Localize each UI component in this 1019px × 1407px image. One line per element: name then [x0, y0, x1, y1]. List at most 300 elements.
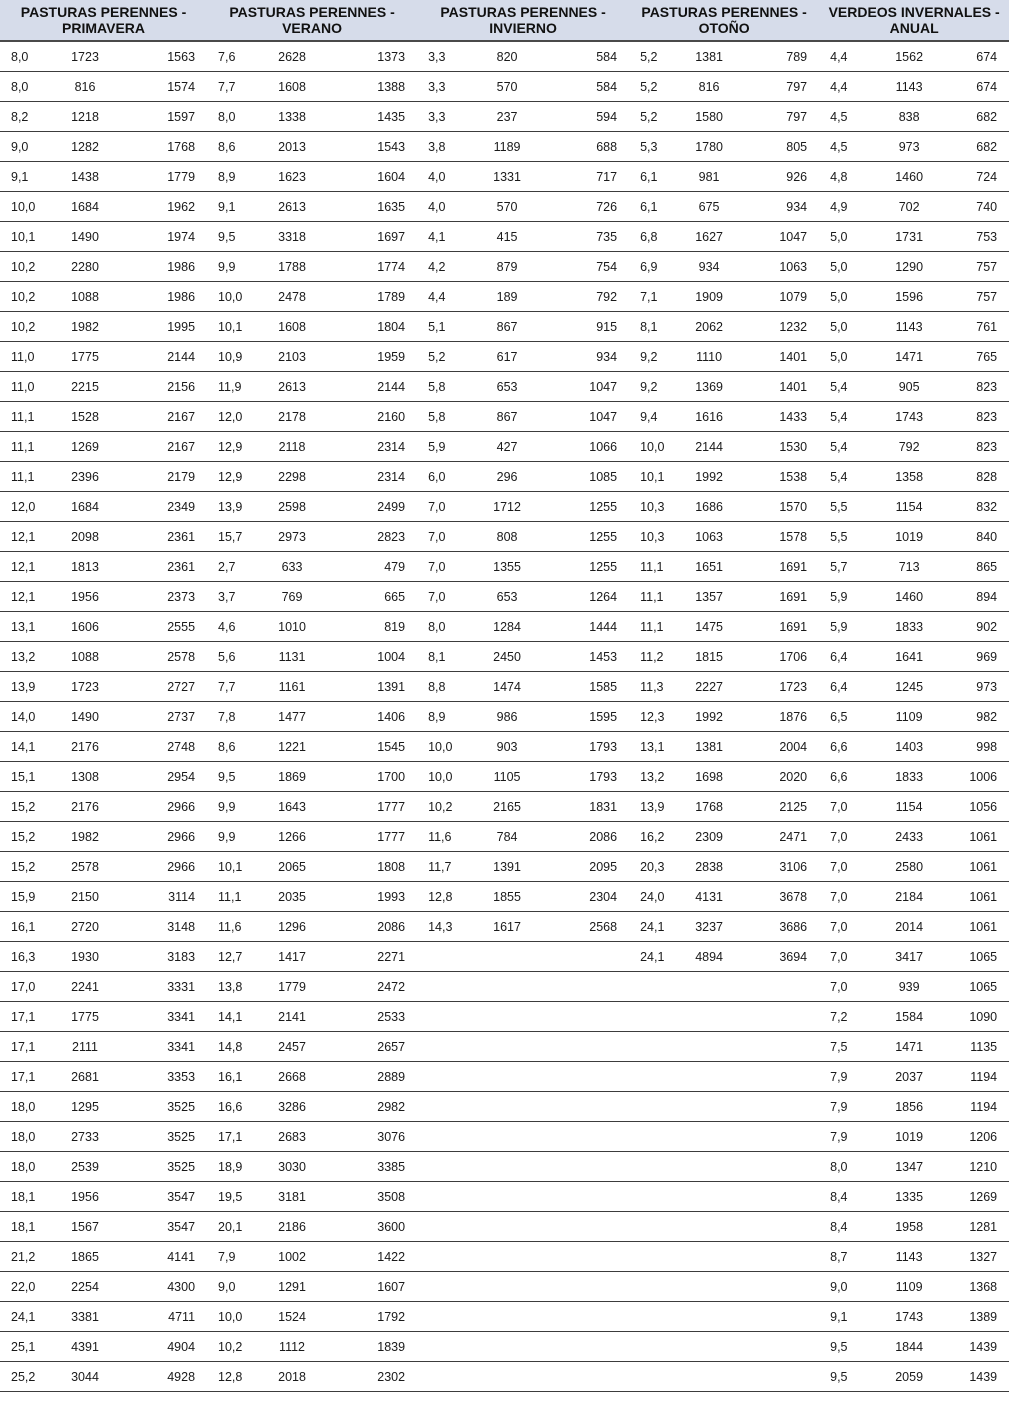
table-cell	[417, 1362, 467, 1392]
table-cell: 2954	[120, 762, 207, 792]
table-cell: 1698	[669, 762, 749, 792]
table-cell	[749, 972, 819, 1002]
table-cell	[417, 942, 467, 972]
table-cell: 1641	[869, 642, 949, 672]
table-cell: 2144	[337, 372, 417, 402]
table-cell: 11,1	[0, 462, 50, 492]
table-cell: 653	[467, 582, 547, 612]
table-cell: 1563	[120, 41, 207, 72]
table-cell: 1982	[50, 822, 120, 852]
table-cell: 3341	[120, 1032, 207, 1062]
table-cell: 13,2	[0, 642, 50, 672]
table-cell	[467, 942, 547, 972]
table-cell: 1290	[869, 252, 949, 282]
table-cell: 7,9	[819, 1122, 869, 1152]
table-cell	[629, 1032, 669, 1062]
table-cell: 1608	[247, 312, 337, 342]
table-cell: 5,9	[819, 612, 869, 642]
table-cell	[629, 1122, 669, 1152]
table-cell: 7,9	[207, 1242, 247, 1272]
table-cell: 1066	[547, 432, 629, 462]
table-cell: 838	[869, 102, 949, 132]
table-cell: 12,1	[0, 582, 50, 612]
table-cell	[669, 972, 749, 1002]
table-cell: 735	[547, 222, 629, 252]
table-cell: 3547	[120, 1182, 207, 1212]
table-cell: 1855	[467, 882, 547, 912]
header-line: VERDEOS INVERNALES -	[828, 4, 1000, 20]
table-cell: 1002	[247, 1242, 337, 1272]
table-cell: 9,5	[207, 762, 247, 792]
table-cell: 7,0	[819, 822, 869, 852]
table-cell: 8,1	[417, 642, 467, 672]
table-cell: 2004	[749, 732, 819, 762]
table-cell: 9,9	[207, 792, 247, 822]
table-cell: 805	[749, 132, 819, 162]
table-cell: 2823	[337, 522, 417, 552]
table-cell: 2098	[50, 522, 120, 552]
table-cell: 1210	[949, 1152, 1009, 1182]
table-cell: 1296	[247, 912, 337, 942]
table-cell: 18,1	[0, 1182, 50, 1212]
table-cell: 832	[949, 492, 1009, 522]
table-cell	[749, 1062, 819, 1092]
table-cell: 2472	[337, 972, 417, 1002]
table-row	[0, 1212, 1009, 1242]
table-cell: 1712	[467, 492, 547, 522]
table-row	[0, 1002, 1009, 1032]
table-cell	[547, 1362, 629, 1392]
table-cell: 11,1	[629, 612, 669, 642]
table-cell: 1956	[50, 1182, 120, 1212]
table-cell: 21,2	[0, 1242, 50, 1272]
table-cell: 1723	[749, 672, 819, 702]
header-line: INVIERNO	[489, 20, 557, 36]
table-cell: 7,0	[417, 522, 467, 552]
table-cell: 1065	[949, 972, 1009, 1002]
table-cell: 754	[547, 252, 629, 282]
table-cell: 9,0	[0, 132, 50, 162]
table-cell: 1255	[547, 522, 629, 552]
table-cell: 2215	[50, 372, 120, 402]
table-cell: 1335	[869, 1182, 949, 1212]
table-cell: 1992	[669, 702, 749, 732]
table-cell: 13,9	[629, 792, 669, 822]
table-cell: 653	[467, 372, 547, 402]
table-cell: 9,4	[629, 402, 669, 432]
table-cell: 2035	[247, 882, 337, 912]
table-cell: 1530	[749, 432, 819, 462]
table-cell: 1595	[547, 702, 629, 732]
table-cell: 570	[467, 192, 547, 222]
table-row	[0, 702, 1009, 732]
table-cell: 4,4	[819, 41, 869, 72]
table-cell: 867	[467, 402, 547, 432]
table-row	[0, 312, 1009, 342]
table-cell: 1691	[749, 582, 819, 612]
table-row	[0, 162, 1009, 192]
table-cell: 753	[949, 222, 1009, 252]
table-cell: 1856	[869, 1092, 949, 1122]
table-cell: 7,0	[819, 912, 869, 942]
table-cell: 11,2	[629, 642, 669, 672]
table-cell	[417, 972, 467, 1002]
table-cell	[669, 1272, 749, 1302]
table-cell: 1439	[949, 1332, 1009, 1362]
table-body	[0, 41, 1009, 1392]
table-cell	[629, 1362, 669, 1392]
table-cell	[749, 1182, 819, 1212]
table-cell: 6,6	[819, 732, 869, 762]
table-cell: 1477	[247, 702, 337, 732]
table-cell: 1143	[869, 72, 949, 102]
table-cell: 3508	[337, 1182, 417, 1212]
table-row	[0, 522, 1009, 552]
table-cell	[467, 1152, 547, 1182]
table-cell: 1295	[50, 1092, 120, 1122]
table-row	[0, 912, 1009, 942]
table-cell: 584	[547, 41, 629, 72]
table-cell	[417, 1152, 467, 1182]
table-cell: 1684	[50, 492, 120, 522]
table-cell: 823	[949, 432, 1009, 462]
table-cell: 1406	[337, 702, 417, 732]
table-cell: 17,1	[0, 1062, 50, 1092]
table-cell: 2086	[337, 912, 417, 942]
table-cell: 1804	[337, 312, 417, 342]
table-cell: 1357	[669, 582, 749, 612]
table-cell: 10,2	[207, 1332, 247, 1362]
table-cell: 2966	[120, 792, 207, 822]
table-cell: 1245	[869, 672, 949, 702]
table-cell: 675	[669, 192, 749, 222]
table-cell: 682	[949, 102, 1009, 132]
table-cell	[629, 1272, 669, 1302]
table-cell: 6,1	[629, 192, 669, 222]
table-cell: 1844	[869, 1332, 949, 1362]
table-cell: 7,0	[417, 552, 467, 582]
table-cell: 2304	[547, 882, 629, 912]
table-cell: 5,4	[819, 432, 869, 462]
table-cell: 2668	[247, 1062, 337, 1092]
header-verdeos-anual	[819, 0, 1009, 41]
table-cell: 13,2	[629, 762, 669, 792]
table-cell	[749, 1092, 819, 1122]
table-cell: 1088	[50, 642, 120, 672]
table-cell: 11,9	[207, 372, 247, 402]
table-cell: 1543	[337, 132, 417, 162]
table-cell: 1232	[749, 312, 819, 342]
table-cell: 2059	[869, 1362, 949, 1392]
table-cell: 10,0	[207, 282, 247, 312]
table-cell: 1930	[50, 942, 120, 972]
table-cell	[629, 1062, 669, 1092]
table-cell	[629, 1182, 669, 1212]
table-cell: 4131	[669, 882, 749, 912]
table-cell: 765	[949, 342, 1009, 372]
table-cell: 16,6	[207, 1092, 247, 1122]
table-cell: 15,2	[0, 852, 50, 882]
table-cell: 4391	[50, 1332, 120, 1362]
table-cell: 14,8	[207, 1032, 247, 1062]
table-cell: 1019	[869, 1122, 949, 1152]
table-cell: 11,1	[0, 402, 50, 432]
table-cell: 12,8	[207, 1362, 247, 1392]
table-cell: 2086	[547, 822, 629, 852]
table-cell: 1793	[547, 762, 629, 792]
table-cell: 7,9	[819, 1092, 869, 1122]
table-cell: 6,1	[629, 162, 669, 192]
table-cell: 1686	[669, 492, 749, 522]
table-cell: 840	[949, 522, 1009, 552]
table-cell: 1567	[50, 1212, 120, 1242]
table-row	[0, 882, 1009, 912]
table-cell: 1585	[547, 672, 629, 702]
table-cell: 797	[749, 102, 819, 132]
table-cell: 10,0	[417, 732, 467, 762]
table-cell	[417, 1332, 467, 1362]
table-row	[0, 1332, 1009, 1362]
table-cell: 1962	[120, 192, 207, 222]
table-cell: 2280	[50, 252, 120, 282]
table-cell: 9,5	[207, 222, 247, 252]
table-cell: 1112	[247, 1332, 337, 1362]
table-cell: 7,8	[207, 702, 247, 732]
table-cell: 1284	[467, 612, 547, 642]
table-cell: 926	[749, 162, 819, 192]
table-cell: 1056	[949, 792, 1009, 822]
table-cell	[629, 972, 669, 1002]
table-cell: 7,0	[819, 882, 869, 912]
table-cell: 998	[949, 732, 1009, 762]
table-cell: 1347	[869, 1152, 949, 1182]
table-cell: 1135	[949, 1032, 1009, 1062]
table-cell: 6,4	[819, 672, 869, 702]
table-cell	[629, 1152, 669, 1182]
table-cell: 9,9	[207, 822, 247, 852]
table-cell: 3,3	[417, 41, 467, 72]
table-cell: 1079	[749, 282, 819, 312]
table-cell: 5,3	[629, 132, 669, 162]
table-cell	[467, 1062, 547, 1092]
table-cell: 2598	[247, 492, 337, 522]
table-cell: 1777	[337, 792, 417, 822]
table-cell: 3341	[120, 1002, 207, 1032]
table-cell	[417, 1242, 467, 1272]
table-cell: 11,7	[417, 852, 467, 882]
table-cell: 20,3	[629, 852, 669, 882]
table-cell: 1743	[869, 402, 949, 432]
header-line: ANUAL	[889, 20, 939, 36]
table-cell: 1779	[120, 162, 207, 192]
table-cell: 3547	[120, 1212, 207, 1242]
table-cell: 1775	[50, 1002, 120, 1032]
table-cell: 1596	[869, 282, 949, 312]
table-cell: 1833	[869, 762, 949, 792]
table-cell: 1635	[337, 192, 417, 222]
table-cell: 1743	[869, 1302, 949, 1332]
table-cell: 16,2	[629, 822, 669, 852]
table-cell: 1388	[337, 72, 417, 102]
table-cell: 5,0	[819, 312, 869, 342]
table-cell: 2176	[50, 792, 120, 822]
table-cell: 5,1	[417, 312, 467, 342]
table-cell: 3237	[669, 912, 749, 942]
table-cell: 1774	[337, 252, 417, 282]
table-cell: 9,5	[819, 1332, 869, 1362]
table-cell: 674	[949, 72, 1009, 102]
table-cell	[749, 1302, 819, 1332]
table-cell: 25,1	[0, 1332, 50, 1362]
table-row	[0, 1122, 1009, 1152]
table-cell: 5,4	[819, 462, 869, 492]
table-cell: 4,5	[819, 132, 869, 162]
table-cell: 4711	[120, 1302, 207, 1332]
table-cell: 5,8	[417, 402, 467, 432]
table-cell: 11,3	[629, 672, 669, 702]
table-cell: 9,9	[207, 252, 247, 282]
table-cell: 5,2	[629, 41, 669, 72]
table-cell: 2095	[547, 852, 629, 882]
table-cell: 1433	[749, 402, 819, 432]
table-cell: 819	[337, 612, 417, 642]
table-cell: 2111	[50, 1032, 120, 1062]
table-cell: 1453	[547, 642, 629, 672]
table-cell: 12,1	[0, 552, 50, 582]
table-cell: 2309	[669, 822, 749, 852]
table-cell: 10,3	[629, 492, 669, 522]
table-cell: 9,1	[819, 1302, 869, 1332]
table-cell: 1580	[669, 102, 749, 132]
table-cell: 820	[467, 41, 547, 72]
table-cell: 7,5	[819, 1032, 869, 1062]
table-cell: 1833	[869, 612, 949, 642]
table-cell: 11,1	[207, 882, 247, 912]
table-cell: 4928	[120, 1362, 207, 1392]
table-row	[0, 792, 1009, 822]
table-cell: 3286	[247, 1092, 337, 1122]
table-cell: 3385	[337, 1152, 417, 1182]
table-cell: 1768	[120, 132, 207, 162]
table-cell: 1143	[869, 1242, 949, 1272]
table-cell: 2144	[669, 432, 749, 462]
table-cell	[467, 1182, 547, 1212]
table-cell: 20,1	[207, 1212, 247, 1242]
table-cell: 3417	[869, 942, 949, 972]
table-cell: 2227	[669, 672, 749, 702]
table-cell: 4,6	[207, 612, 247, 642]
table-cell: 1438	[50, 162, 120, 192]
table-cell: 1471	[869, 342, 949, 372]
table-cell: 2966	[120, 822, 207, 852]
table-cell: 2737	[120, 702, 207, 732]
table-cell: 2349	[120, 492, 207, 522]
table-cell: 3525	[120, 1152, 207, 1182]
table-cell: 726	[547, 192, 629, 222]
table-cell: 1627	[669, 222, 749, 252]
table-cell: 1194	[949, 1092, 1009, 1122]
table-cell: 2539	[50, 1152, 120, 1182]
table-cell: 12,9	[207, 462, 247, 492]
table-cell: 1607	[337, 1272, 417, 1302]
table-cell: 1194	[949, 1062, 1009, 1092]
table-cell: 2657	[337, 1032, 417, 1062]
table-cell: 1865	[50, 1242, 120, 1272]
table-cell	[547, 1092, 629, 1122]
table-cell: 1439	[949, 1362, 1009, 1392]
table-row	[0, 642, 1009, 672]
table-cell: 1358	[869, 462, 949, 492]
table-cell: 3183	[120, 942, 207, 972]
table-cell	[629, 1332, 669, 1362]
table-cell: 8,4	[819, 1212, 869, 1242]
table-cell: 1010	[247, 612, 337, 642]
table-cell: 2179	[120, 462, 207, 492]
table-cell: 903	[467, 732, 547, 762]
table-row	[0, 432, 1009, 462]
table-cell: 7,9	[819, 1062, 869, 1092]
table-cell: 1815	[669, 642, 749, 672]
table-cell: 8,9	[207, 162, 247, 192]
table-cell: 1731	[869, 222, 949, 252]
table-cell: 6,9	[629, 252, 669, 282]
header-line: VERANO	[282, 20, 342, 36]
table-cell: 3030	[247, 1152, 337, 1182]
table-cell: 570	[467, 72, 547, 102]
table-cell: 10,0	[417, 762, 467, 792]
table-cell: 189	[467, 282, 547, 312]
table-cell: 740	[949, 192, 1009, 222]
table-cell: 713	[869, 552, 949, 582]
table-cell: 1604	[337, 162, 417, 192]
table-cell: 2302	[337, 1362, 417, 1392]
table-cell: 1369	[669, 372, 749, 402]
table-cell: 10,2	[0, 252, 50, 282]
table-cell: 24,1	[629, 912, 669, 942]
table-cell: 15,9	[0, 882, 50, 912]
table-cell	[749, 1362, 819, 1392]
table-cell: 816	[669, 72, 749, 102]
table-cell: 1105	[467, 762, 547, 792]
table-cell: 1264	[547, 582, 629, 612]
table-cell	[417, 1002, 467, 1032]
table-cell: 1617	[467, 912, 547, 942]
table-cell: 717	[547, 162, 629, 192]
table-cell: 9,2	[629, 342, 669, 372]
table-cell: 18,9	[207, 1152, 247, 1182]
table-cell	[669, 1122, 749, 1152]
table-cell: 761	[949, 312, 1009, 342]
table-cell: 10,1	[207, 312, 247, 342]
table-cell: 10,0	[629, 432, 669, 462]
table-cell	[749, 1332, 819, 1362]
table-cell: 2499	[337, 492, 417, 522]
table-cell	[669, 1182, 749, 1212]
table-cell: 1401	[749, 342, 819, 372]
table-row	[0, 822, 1009, 852]
table-cell: 1490	[50, 222, 120, 252]
table-cell: 479	[337, 552, 417, 582]
table-cell: 934	[547, 342, 629, 372]
table-cell	[547, 1182, 629, 1212]
table-cell: 1090	[949, 1002, 1009, 1032]
table-cell: 3,7	[207, 582, 247, 612]
table-cell: 1788	[247, 252, 337, 282]
table-cell	[629, 1212, 669, 1242]
table-cell: 584	[547, 72, 629, 102]
header-row	[0, 0, 1009, 41]
table-cell: 8,0	[417, 612, 467, 642]
